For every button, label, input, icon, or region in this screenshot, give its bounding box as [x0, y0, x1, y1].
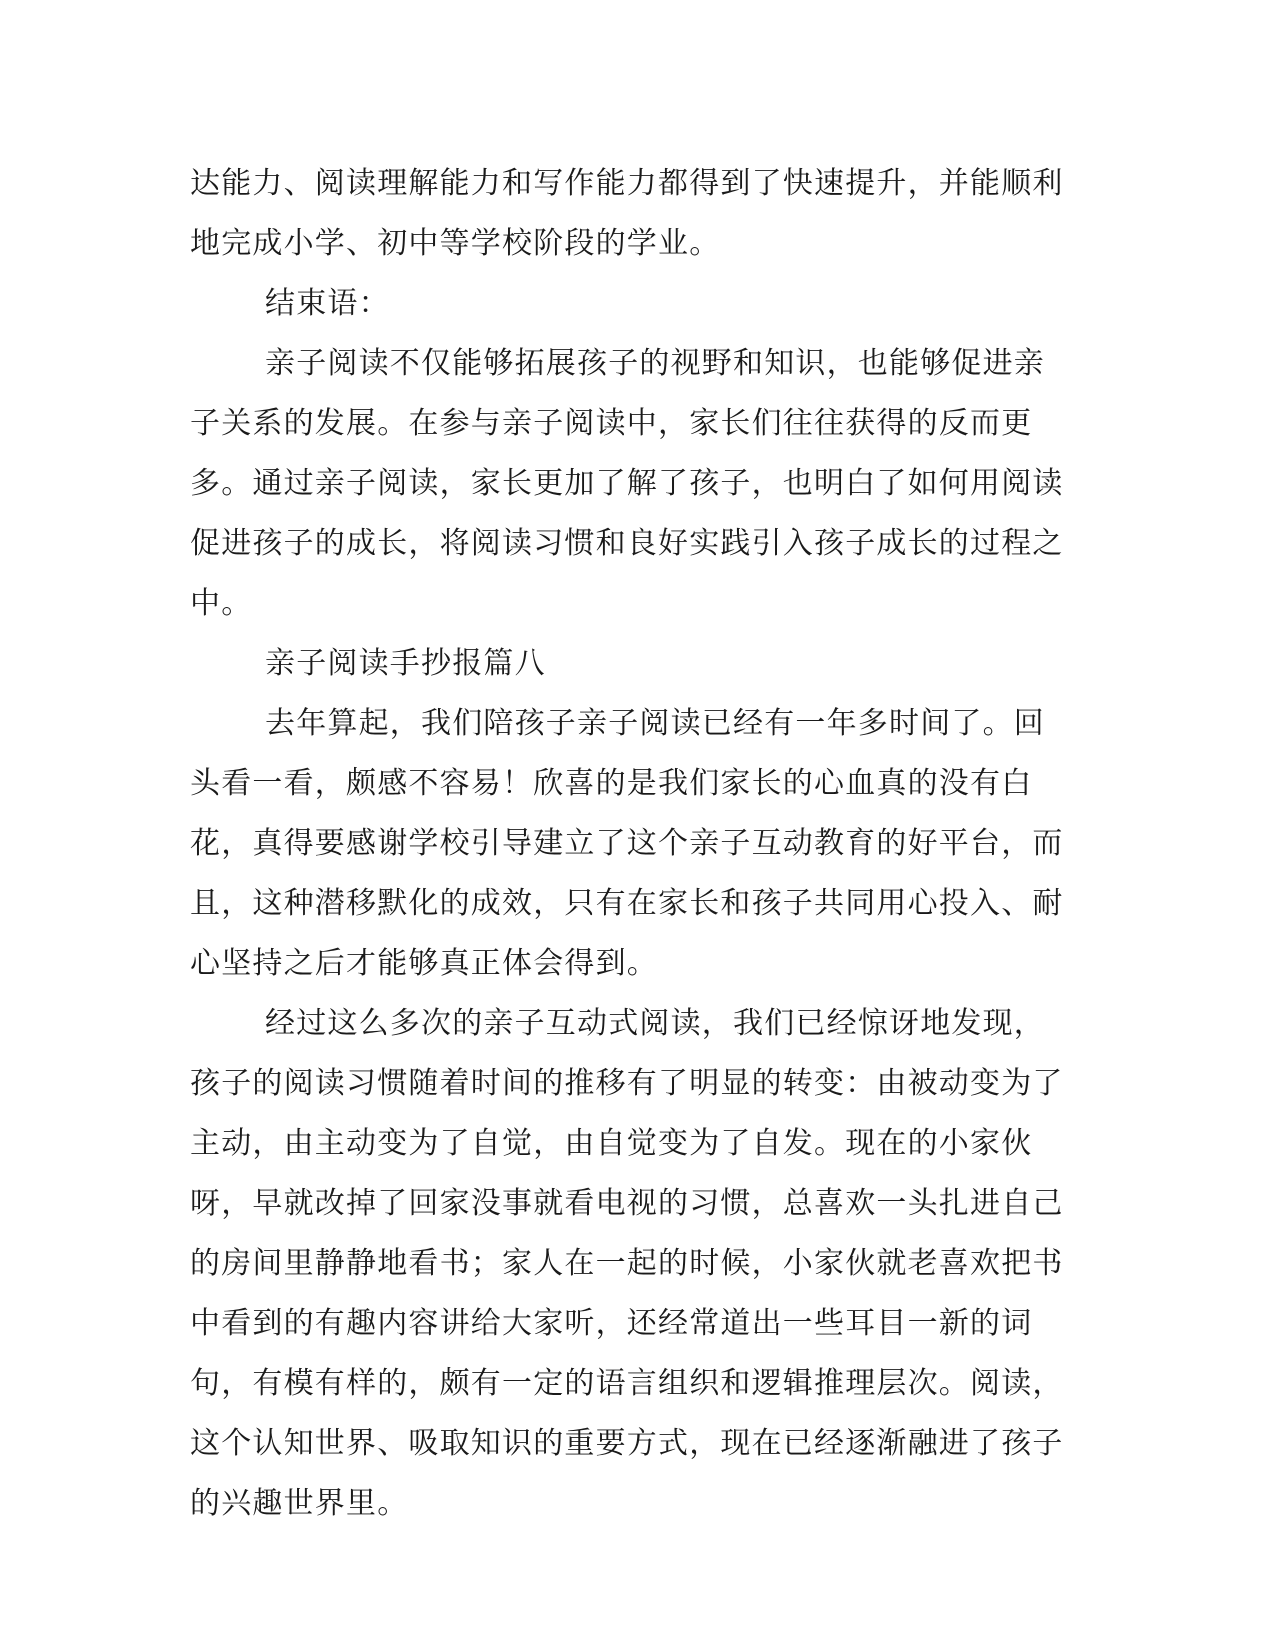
paragraph-section-1: 去年算起，我们陪孩子亲子阅读已经有一年多时间了。回头看一看，颇感不容易！欣喜的是我们家长的心血真的没有白花，真得要感谢学校引导建立了这个亲子互动教育的好平台，而且，这种潜移默化的成效，只有在家长和孩子共同用心投入、耐心坚持之后才能够真正体会得到。	[190, 706, 1064, 981]
paragraph-closing: 亲子阅读不仅能够拓展孩子的视野和知识，也能够促进亲子关系的发展。在参与亲子阅读中，家长们往往获得的反而更多。通过亲子阅读，家长更加了解了孩子，也明白了如何用阅读促进孩子的成长，将阅读习惯和良好实践引入孩子成长的过程之中。	[190, 346, 1064, 621]
closing-heading: 结束语：	[265, 286, 390, 321]
paragraph-continued: 达能力、阅读理解能力和写作能力都得到了快速提升，并能顺利地完成小学、初中等学校阶段的学业。	[190, 166, 1064, 261]
paragraph-section-2: 经过这么多次的亲子互动式阅读，我们已经惊讶地发现，孩子的阅读习惯随着时间的推移有了明显的转变：由被动变为了主动，由主动变为了自觉，由自觉变为了自发。现在的小家伙呀，早就改掉了回家没事就看电视的习惯，总喜欢一头扎进自己的房间里静静地看书；家人在一起的时候，小家伙就老喜欢把书中看到的有趣内容讲给大家听，还经常道出一些耳目一新的词句，有模有样的，颇有一定的语言组织和逻辑推理层次。阅读，这个认知世界、吸取知识的重要方式，现在已经逐渐融进了孩子的兴趣世界里。	[190, 1006, 1064, 1521]
document-body	[190, 154, 1075, 1534]
section-title: 亲子阅读手抄报篇八	[265, 646, 546, 681]
